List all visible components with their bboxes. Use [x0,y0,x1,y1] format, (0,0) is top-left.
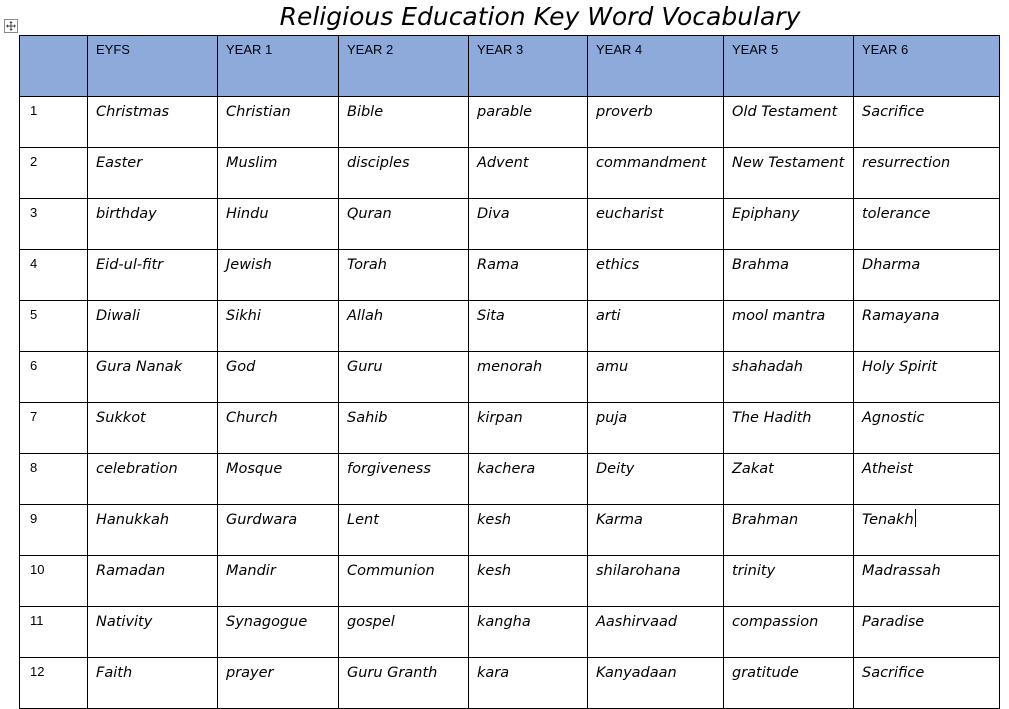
vocab-cell[interactable]: God [218,352,339,403]
vocab-cell[interactable]: Sacrifice [854,97,1000,148]
row-number-cell[interactable]: 10 [20,556,88,607]
header-cell-number[interactable] [20,36,88,97]
row-number-cell[interactable]: 9 [20,505,88,556]
header-cell-year-5[interactable]: YEAR 5 [724,36,854,97]
vocab-cell[interactable]: Mosque [218,454,339,505]
vocab-cell[interactable]: kesh [469,556,588,607]
vocab-cell[interactable]: Synagogue [218,607,339,658]
vocab-cell[interactable]: menorah [469,352,588,403]
vocab-cell[interactable]: Diwali [88,301,218,352]
table-move-handle[interactable] [4,19,18,33]
vocab-cell[interactable]: Faith [88,658,218,709]
vocab-cell[interactable]: kara [469,658,588,709]
header-cell-year-1[interactable]: YEAR 1 [218,36,339,97]
table-row [20,301,1000,352]
vocab-cell[interactable]: shahadah [724,352,854,403]
vocab-cell[interactable]: Rama [469,250,588,301]
table-row [20,658,1000,709]
row-number-cell[interactable]: 3 [20,199,88,250]
vocab-cell[interactable]: Hindu [218,199,339,250]
vocab-cell[interactable]: forgiveness [339,454,469,505]
vocab-cell[interactable]: compassion [724,607,854,658]
vocab-cell[interactable]: kesh [469,505,588,556]
move-arrows-icon [6,21,16,31]
vocab-cell[interactable]: Christian [218,97,339,148]
vocab-cell[interactable]: Sahib [339,403,469,454]
vocab-cell[interactable]: puja [588,403,724,454]
vocab-cell[interactable]: arti [588,301,724,352]
header-cell-year-2[interactable]: YEAR 2 [339,36,469,97]
vocab-cell[interactable]: Ramadan [88,556,218,607]
header-cell-eyfs[interactable]: EYFS [88,36,218,97]
vocab-cell[interactable]: New Testament [724,148,854,199]
vocab-cell[interactable]: Christmas [88,97,218,148]
vocab-cell[interactable]: prayer [218,658,339,709]
vocab-cell[interactable]: Quran [339,199,469,250]
vocab-cell[interactable]: Eid-ul-fitr [88,250,218,301]
vocab-cell[interactable]: tolerance [854,199,1000,250]
table-row [20,250,1000,301]
row-number-cell[interactable]: 2 [20,148,88,199]
table-row [20,403,1000,454]
vocab-cell[interactable]: ethics [588,250,724,301]
vocab-cell[interactable]: Zakat [724,454,854,505]
vocab-cell[interactable]: Sacrifice [854,658,1000,709]
vocab-cell[interactable]: Agnostic [854,403,1000,454]
vocab-cell[interactable]: celebration [88,454,218,505]
vocab-cell[interactable]: Guru [339,352,469,403]
vocab-cell[interactable]: Aashirvaad [588,607,724,658]
table-row [20,505,1000,556]
vocab-cell[interactable]: kachera [469,454,588,505]
text-cursor [915,509,916,527]
table-row [20,352,1000,403]
row-number-cell[interactable]: 8 [20,454,88,505]
vocab-cell[interactable]: eucharist [588,199,724,250]
row-number-cell[interactable]: 6 [20,352,88,403]
header-cell-year-3[interactable]: YEAR 3 [469,36,588,97]
row-number-cell[interactable]: 11 [20,607,88,658]
vocab-cell[interactable]: shilarohana [588,556,724,607]
vocab-cell[interactable]: kirpan [469,403,588,454]
table-row [20,607,1000,658]
vocab-cell[interactable]: Ramayana [854,301,1000,352]
vocab-cell[interactable]: Bible [339,97,469,148]
table-row [20,97,1000,148]
vocab-cell[interactable]: gratitude [724,658,854,709]
vocab-cell[interactable]: Deity [588,454,724,505]
vocab-cell[interactable]: Old Testament [724,97,854,148]
vocab-cell[interactable]: disciples [339,148,469,199]
row-number-cell[interactable]: 4 [20,250,88,301]
vocab-cell[interactable]: Madrassah [854,556,1000,607]
vocab-cell[interactable]: Paradise [854,607,1000,658]
vocab-cell[interactable]: gospel [339,607,469,658]
vocab-cell[interactable]: Torah [339,250,469,301]
vocab-cell[interactable]: Holy Spirit [854,352,1000,403]
vocab-cell[interactable]: birthday [88,199,218,250]
vocab-cell[interactable]: The Hadith [724,403,854,454]
document-title: Religious Education Key Word Vocabulary [279,2,801,31]
vocab-cell[interactable]: commandment [588,148,724,199]
vocab-cell[interactable]: Jewish [218,250,339,301]
vocab-cell[interactable]: Easter [88,148,218,199]
vocab-cell[interactable]: parable [469,97,588,148]
header-cell-year-6[interactable]: YEAR 6 [854,36,1000,97]
table-row [20,199,1000,250]
table-row [20,148,1000,199]
vocab-cell[interactable]: Epiphany [724,199,854,250]
row-number-cell[interactable]: 12 [20,658,88,709]
vocab-cell[interactable]: Advent [469,148,588,199]
vocab-cell[interactable]: proverb [588,97,724,148]
vocab-cell[interactable]: Church [218,403,339,454]
vocab-cell[interactable]: Lent [339,505,469,556]
vocab-cell[interactable]: Brahma [724,250,854,301]
vocab-cell[interactable]: Mandir [218,556,339,607]
row-number-cell[interactable]: 1 [20,97,88,148]
vocab-cell[interactable]: Hanukkah [88,505,218,556]
vocab-cell[interactable]: Sikhi [218,301,339,352]
header-cell-year-4[interactable]: YEAR 4 [588,36,724,97]
vocab-cell[interactable]: Karma [588,505,724,556]
vocab-cell[interactable]: Diva [469,199,588,250]
row-number-cell[interactable]: 7 [20,403,88,454]
vocab-cell[interactable]: Tenakh [854,505,1000,556]
vocab-cell[interactable]: Gura Nanak [88,352,218,403]
vocab-cell[interactable]: Gurdwara [218,505,339,556]
vocab-cell[interactable]: Nativity [88,607,218,658]
table-row [20,556,1000,607]
vocab-cell[interactable]: Guru Granth [339,658,469,709]
vocab-cell[interactable]: Sukkot [88,403,218,454]
vocab-cell[interactable]: Brahman [724,505,854,556]
header-row [20,36,1000,97]
vocab-cell[interactable]: Allah [339,301,469,352]
vocab-cell[interactable]: Muslim [218,148,339,199]
vocab-cell[interactable]: Kanyadaan [588,658,724,709]
table-row [20,454,1000,505]
vocab-cell[interactable]: Sita [469,301,588,352]
vocab-cell[interactable]: mool mantra [724,301,854,352]
vocab-cell[interactable]: Dharma [854,250,1000,301]
row-number-cell[interactable]: 5 [20,301,88,352]
vocab-cell[interactable]: kangha [469,607,588,658]
vocab-cell[interactable]: resurrection [854,148,1000,199]
vocab-cell[interactable]: Atheist [854,454,1000,505]
vocab-cell[interactable]: amu [588,352,724,403]
vocabulary-table [19,35,1000,709]
vocab-cell[interactable]: Communion [339,556,469,607]
vocab-cell[interactable]: trinity [724,556,854,607]
